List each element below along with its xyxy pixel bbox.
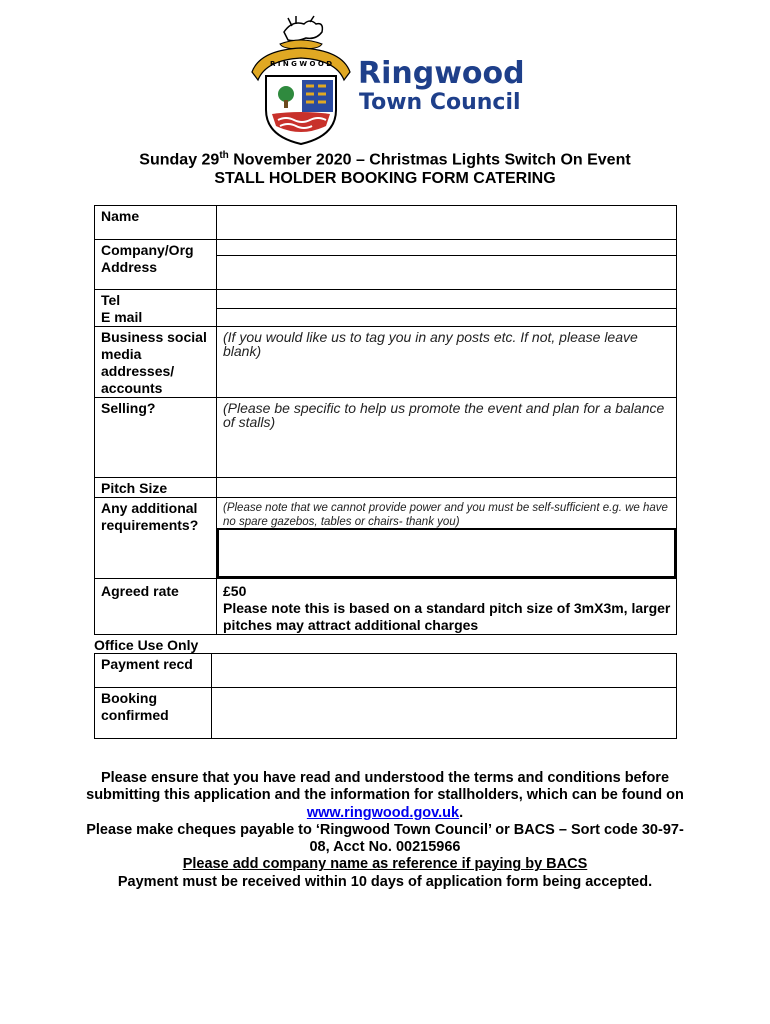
email-field[interactable] (217, 308, 677, 327)
additional-requirements-note: (Please note that we cannot provide power and you must be self-sufficient e.g. we have no spare gazebos, tables or chairs- thank you) (223, 502, 668, 528)
logo-name-line2: Town Council (359, 90, 521, 115)
additional-requirements-field[interactable] (217, 528, 676, 578)
social-media-label: Business social media addresses/ accounts (95, 327, 217, 398)
crest-icon (246, 14, 356, 146)
payment-paragraph: Please make cheques payable to ‘Ringwood Town Council’ or BACS – Sort code 30-97-08, Acct No. 00215966 (86, 821, 684, 856)
payment-recd-label: Payment recd (95, 654, 212, 688)
event-title: Sunday 29th November 2020 – Christmas Lights Switch On Event (139, 150, 631, 169)
company-field[interactable] (217, 240, 677, 256)
svg-text:R I N G W O O D: R I N G W O O D (270, 60, 333, 68)
website-link[interactable]: www.ringwood.gov.uk (306, 804, 460, 821)
additional-requirements-cell (217, 498, 677, 579)
social-media-field[interactable]: (If you would like us to tag you in any posts etc. If not, please leave blank) (217, 327, 677, 398)
name-label: Name (95, 206, 217, 240)
pitch-size-label: Pitch Size (95, 478, 217, 498)
agreed-rate-label: Agreed rate (95, 579, 217, 635)
selling-label: Selling? (95, 398, 217, 478)
bacs-reference-note: Please add company name as reference if paying by BACS (182, 856, 588, 873)
address-field[interactable] (217, 256, 677, 290)
office-use-table (94, 653, 677, 739)
terms-paragraph: Please ensure that you have read and understood the terms and conditions before submitting this application and the information for stallholders, which can be found on www.ringwood.gov.uk. (86, 770, 684, 821)
name-field[interactable] (217, 206, 677, 240)
office-use-heading: Office Use Only (94, 637, 199, 653)
rate-note: Please note this is based on a standard pitch size of 3mX3m, larger pitches may attract additional charges (223, 600, 671, 633)
footer-instructions (80, 770, 690, 891)
form-title: STALL HOLDER BOOKING FORM CATERING (214, 170, 556, 187)
council-logo (246, 14, 526, 146)
booking-form-table (94, 205, 677, 635)
rate-amount: £50 (223, 583, 247, 599)
company-address-label: Company/Org Address (95, 240, 217, 290)
booking-confirmed-field[interactable] (211, 688, 676, 739)
payment-recd-field[interactable] (211, 654, 676, 688)
pitch-size-field[interactable] (217, 478, 677, 498)
payment-deadline-note: Payment must be received within 10 days of application form being accepted. (117, 873, 653, 890)
tel-email-label: Tel E mail (95, 290, 217, 327)
booking-confirmed-label: Booking confirmed (95, 688, 212, 739)
selling-field[interactable]: (Please be specific to help us promote the event and plan for a balance of stalls) (217, 398, 677, 478)
agreed-rate-value (217, 579, 677, 635)
tel-field[interactable] (217, 290, 677, 309)
logo-name-line1: Ringwood (358, 56, 525, 91)
additional-requirements-label: Any additional requirements? (95, 498, 217, 579)
